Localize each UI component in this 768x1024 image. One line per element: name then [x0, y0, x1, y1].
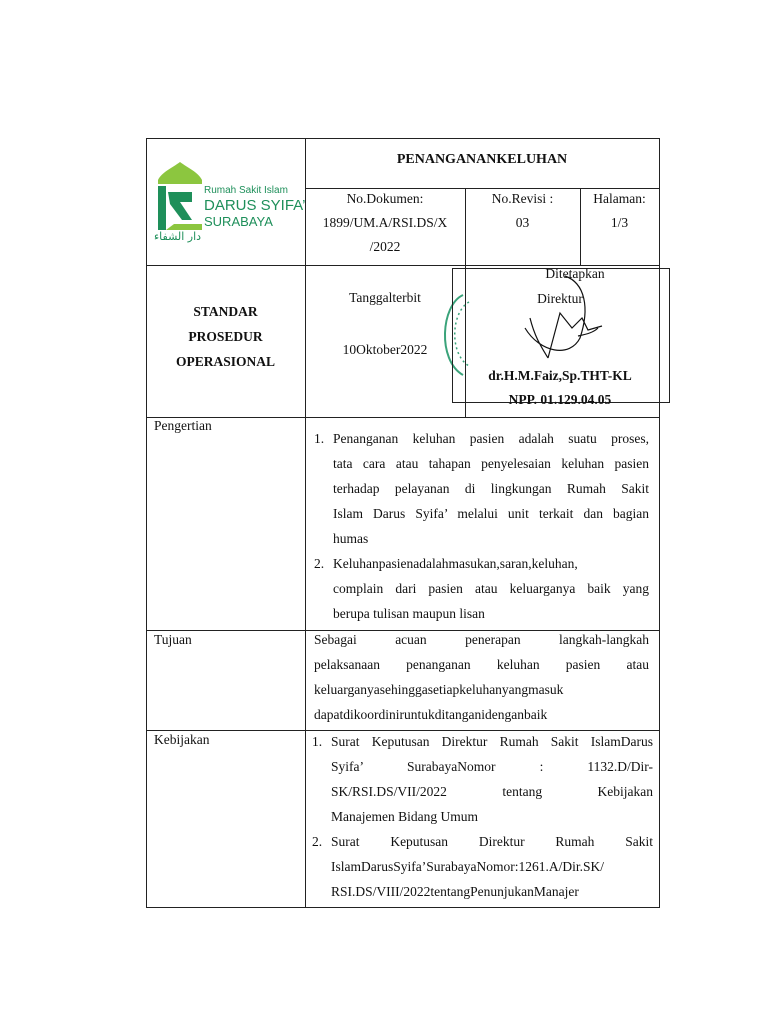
ditetapkan-label: Ditetapkan — [545, 266, 605, 281]
pengertian-item2-line3: berupa tulisan maupun lisan — [333, 606, 485, 621]
halaman-label: Halaman: — [593, 191, 646, 206]
tanggal-terbit-value: 10Oktober2022 — [342, 342, 428, 357]
pengertian-item2-line2: complain dari pasien atau keluarganya baik yang — [333, 581, 649, 596]
kebijakan-label: Kebijakan — [154, 732, 210, 747]
signer-npp: NPP. 01.129.04.05 — [508, 392, 612, 407]
signer-name: dr.H.M.Faiz,Sp.THT-KL — [488, 368, 632, 383]
document-title: PENANGANANKELUHAN — [396, 152, 568, 167]
logo-text-line1: Rumah Sakit Islam — [204, 185, 288, 196]
kebijakan-item1-line2: Syifa’ SurabayaNomor : 1132.D/Dir- — [331, 759, 653, 774]
no-dokumen-value-line1: 1899/UM.A/RSI.DS/X — [322, 215, 448, 230]
kebijakan-item2-line2: IslamDarusSyifa’SurabayaNomor:1261.A/Dir.SK/ — [331, 859, 604, 874]
tujuan-line4: dapatdikoordiniruntukditanganidenganbaik — [314, 707, 548, 722]
halaman-value: 1/3 — [610, 215, 629, 230]
tujuan-line3: keluarganyasehinggasetiapkeluhanyangmasuk — [314, 682, 564, 697]
pengertian-item1-line1: Penanganan keluhan pasien adalah suatu proses, — [333, 431, 649, 446]
kebijakan-item2-line1: Surat Keputusan Direktur Rumah Sakit — [331, 834, 653, 849]
pengertian-item1-line4: Islam Darus Syifa’ melalui unit terkait dan bagian — [333, 506, 649, 521]
pengertian-item1-line5: humas — [333, 531, 369, 546]
table-border-right — [659, 138, 660, 908]
table-border-bottom — [146, 907, 660, 908]
tujuan-line2: pelaksanaan penanganan keluhan pasien atau — [314, 657, 649, 672]
kebijakan-item2-line3: RSI.DS/VIII/2022tentangPenunjukanManajer — [331, 884, 579, 899]
pengertian-label: Pengertian — [154, 418, 212, 433]
hospital-logo — [152, 158, 306, 246]
kebijakan-item1-line3: SK/RSI.DS/VII/2022 tentang Kebijakan — [331, 784, 653, 799]
no-revisi-value: 03 — [515, 215, 530, 230]
direktur-label: Direktur — [537, 291, 583, 306]
sop-label-line3: OPERASIONAL — [175, 354, 275, 369]
row-divider-sop — [146, 417, 660, 418]
table-border-left — [146, 138, 147, 908]
pengertian-item1-line3: terhadap pelayanan di lingkungan Rumah Sakit — [333, 481, 649, 496]
pengertian-item1-line2: tata cara atau tahapan penyelesaian keluhan pasien — [333, 456, 649, 471]
kebijakan-item1-line1: Surat Keputusan Direktur Rumah Sakit IslamDarus — [331, 734, 653, 749]
tujuan-label: Tujuan — [154, 632, 192, 647]
no-dokumen-value-line2: /2022 — [369, 239, 401, 254]
kebijakan-item1-number: 1. — [312, 734, 323, 749]
pengertian-item2-number: 2. — [314, 556, 325, 571]
logo-text-line3: SURABAYA — [204, 214, 273, 229]
no-revisi-label: No.Revisi : — [491, 191, 554, 206]
sop-label-line1: STANDAR — [193, 304, 258, 319]
logo-arabic-text: دار الشفاء — [154, 230, 202, 243]
sop-label-line2: PROSEDUR — [188, 329, 263, 344]
tujuan-line1: Sebagai acuan penerapan langkah-langkah — [314, 632, 649, 647]
table-border-top — [146, 138, 660, 139]
pengertian-item2-line1: Keluhanpasienadalahmasukan,saran,keluhan, — [333, 556, 578, 571]
no-dokumen-label: No.Dokumen: — [346, 191, 424, 206]
pengertian-item1-number: 1. — [314, 431, 325, 446]
logo-text-line2: DARUS SYIFA’ — [204, 197, 306, 214]
kebijakan-item1-line4: Manajemen Bidang Umum — [331, 809, 478, 824]
kebijakan-item2-number: 2. — [312, 834, 323, 849]
tanggal-terbit-label: Tanggalterbit — [349, 290, 421, 305]
